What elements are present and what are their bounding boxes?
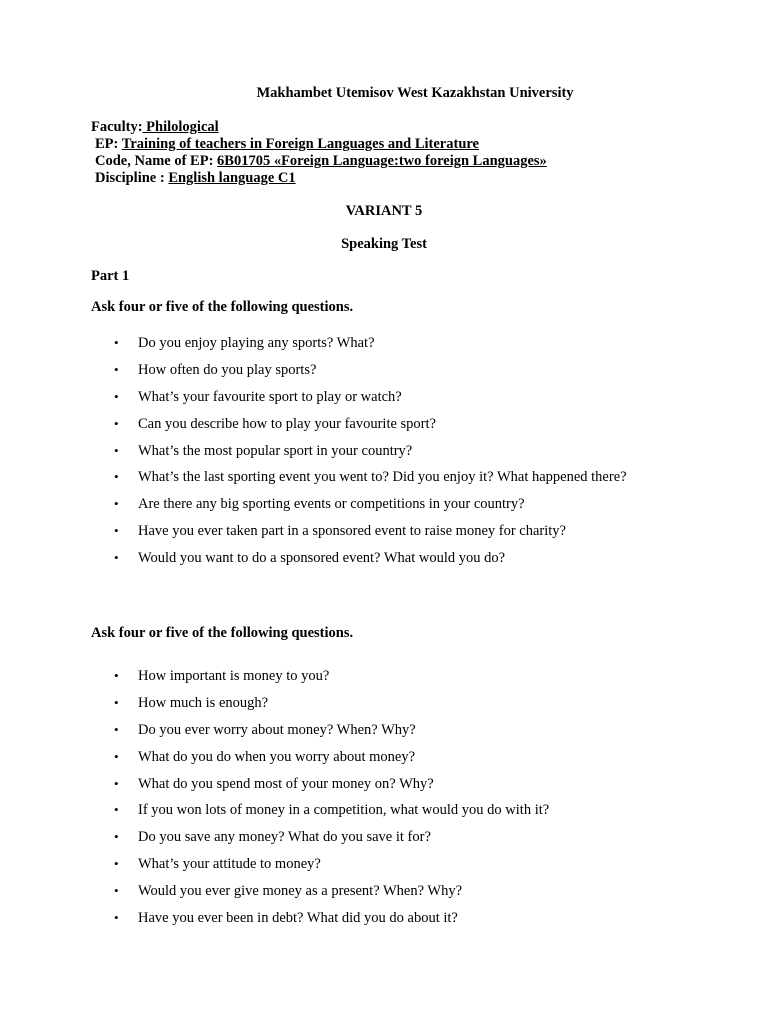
list-item: [0, 415, 627, 442]
list-item: [0, 334, 627, 361]
discipline-line: [95, 170, 296, 187]
question-text: Have you ever taken part in a sponsored event to raise money for charity?: [138, 523, 566, 540]
list-item: [0, 522, 627, 549]
bullet-icon: •: [114, 775, 119, 791]
list-item: [0, 549, 627, 576]
ep-line: [95, 136, 479, 153]
question-text: How much is enough?: [138, 694, 269, 711]
university-title: Makhambet Utemisov West Kazakhstan University: [256, 85, 574, 101]
bullet-icon: •: [114, 469, 119, 485]
bullet-icon: •: [114, 335, 119, 350]
bullet-icon: •: [114, 415, 119, 431]
list-item: [0, 442, 627, 469]
code-label: Code, Name of EP:: [95, 153, 214, 169]
question-text: Would you want to do a sponsored event? What would you do?: [138, 550, 506, 567]
list-item: [0, 909, 549, 936]
list-item: [0, 495, 627, 522]
ep-value: Training of teachers in Foreign Languages and Literature: [121, 136, 479, 152]
list-item: [0, 801, 549, 828]
question-text: What’s your favourite sport to play or watch?: [138, 388, 402, 405]
section-2-instruction: Ask four or five of the following questions.: [91, 625, 354, 641]
test-title: Speaking Test: [341, 236, 427, 252]
question-text: Do you ever worry about money? When? Why?: [138, 721, 416, 738]
list-item: [0, 748, 549, 775]
list-item: [0, 468, 627, 495]
bullet-icon: •: [114, 748, 119, 764]
question-text: What do you spend most of your money on? Why?: [138, 775, 434, 792]
bullet-icon: •: [114, 694, 119, 710]
question-text: How important is money to you?: [138, 668, 330, 684]
question-text: Would you ever give money as a present? When? Why?: [138, 883, 463, 900]
question-text: If you won lots of money in a competition, what would you do with it?: [138, 802, 550, 819]
variant-heading: VARIANT 5: [345, 203, 423, 219]
code-value: 6B01705 «Foreign Language:two foreign Languages»: [217, 153, 547, 169]
question-text: What’s the last sporting event you went to? Did you enjoy it? What happened there?: [138, 469, 627, 486]
bullet-icon: •: [114, 829, 119, 845]
bullet-icon: •: [114, 883, 119, 899]
list-item: [0, 361, 627, 388]
list-item: [0, 388, 627, 415]
part-label: Part 1: [91, 268, 130, 284]
question-text: What’s your attitude to money?: [138, 856, 321, 873]
question-text: What do you do when you worry about money?: [138, 748, 416, 765]
ep-label: EP:: [95, 136, 119, 152]
list-item: [0, 882, 549, 909]
section-1-question-list: [0, 334, 627, 576]
bullet-icon: •: [114, 496, 119, 512]
list-item: [0, 721, 549, 748]
bullet-icon: •: [114, 388, 119, 404]
list-item: [0, 694, 549, 721]
question-text: Can you describe how to play your favourite sport?: [138, 415, 436, 432]
discipline-label: Discipline :: [95, 170, 165, 186]
question-text: What’s the most popular sport in your country?: [138, 442, 413, 459]
bullet-icon: •: [114, 550, 119, 566]
bullet-icon: •: [114, 668, 119, 683]
bullet-icon: •: [114, 361, 119, 377]
question-text: Are there any big sporting events or competitions in your country?: [138, 496, 525, 513]
faculty-label: Faculty:: [91, 119, 143, 135]
bullet-icon: •: [114, 721, 119, 737]
list-item: [0, 775, 549, 802]
section-2-question-list: [0, 667, 549, 936]
section-1-instruction: Ask four or five of the following questions.: [91, 299, 354, 315]
discipline-value: English language C1: [168, 170, 296, 186]
question-text: How often do you play sports?: [138, 361, 317, 378]
list-item: [0, 855, 549, 882]
question-text: Have you ever been in debt? What did you do about it?: [138, 910, 458, 927]
question-text: Do you enjoy playing any sports? What?: [138, 335, 375, 351]
bullet-icon: •: [114, 910, 119, 926]
list-item: [0, 667, 549, 694]
faculty-line: [91, 119, 219, 136]
bullet-icon: •: [114, 523, 119, 539]
bullet-icon: •: [114, 802, 119, 818]
bullet-icon: •: [114, 442, 119, 458]
code-line: [95, 153, 547, 170]
faculty-value: Philological: [142, 119, 219, 135]
question-text: Do you save any money? What do you save it for?: [138, 829, 431, 846]
bullet-icon: •: [114, 856, 119, 872]
list-item: [0, 828, 549, 855]
